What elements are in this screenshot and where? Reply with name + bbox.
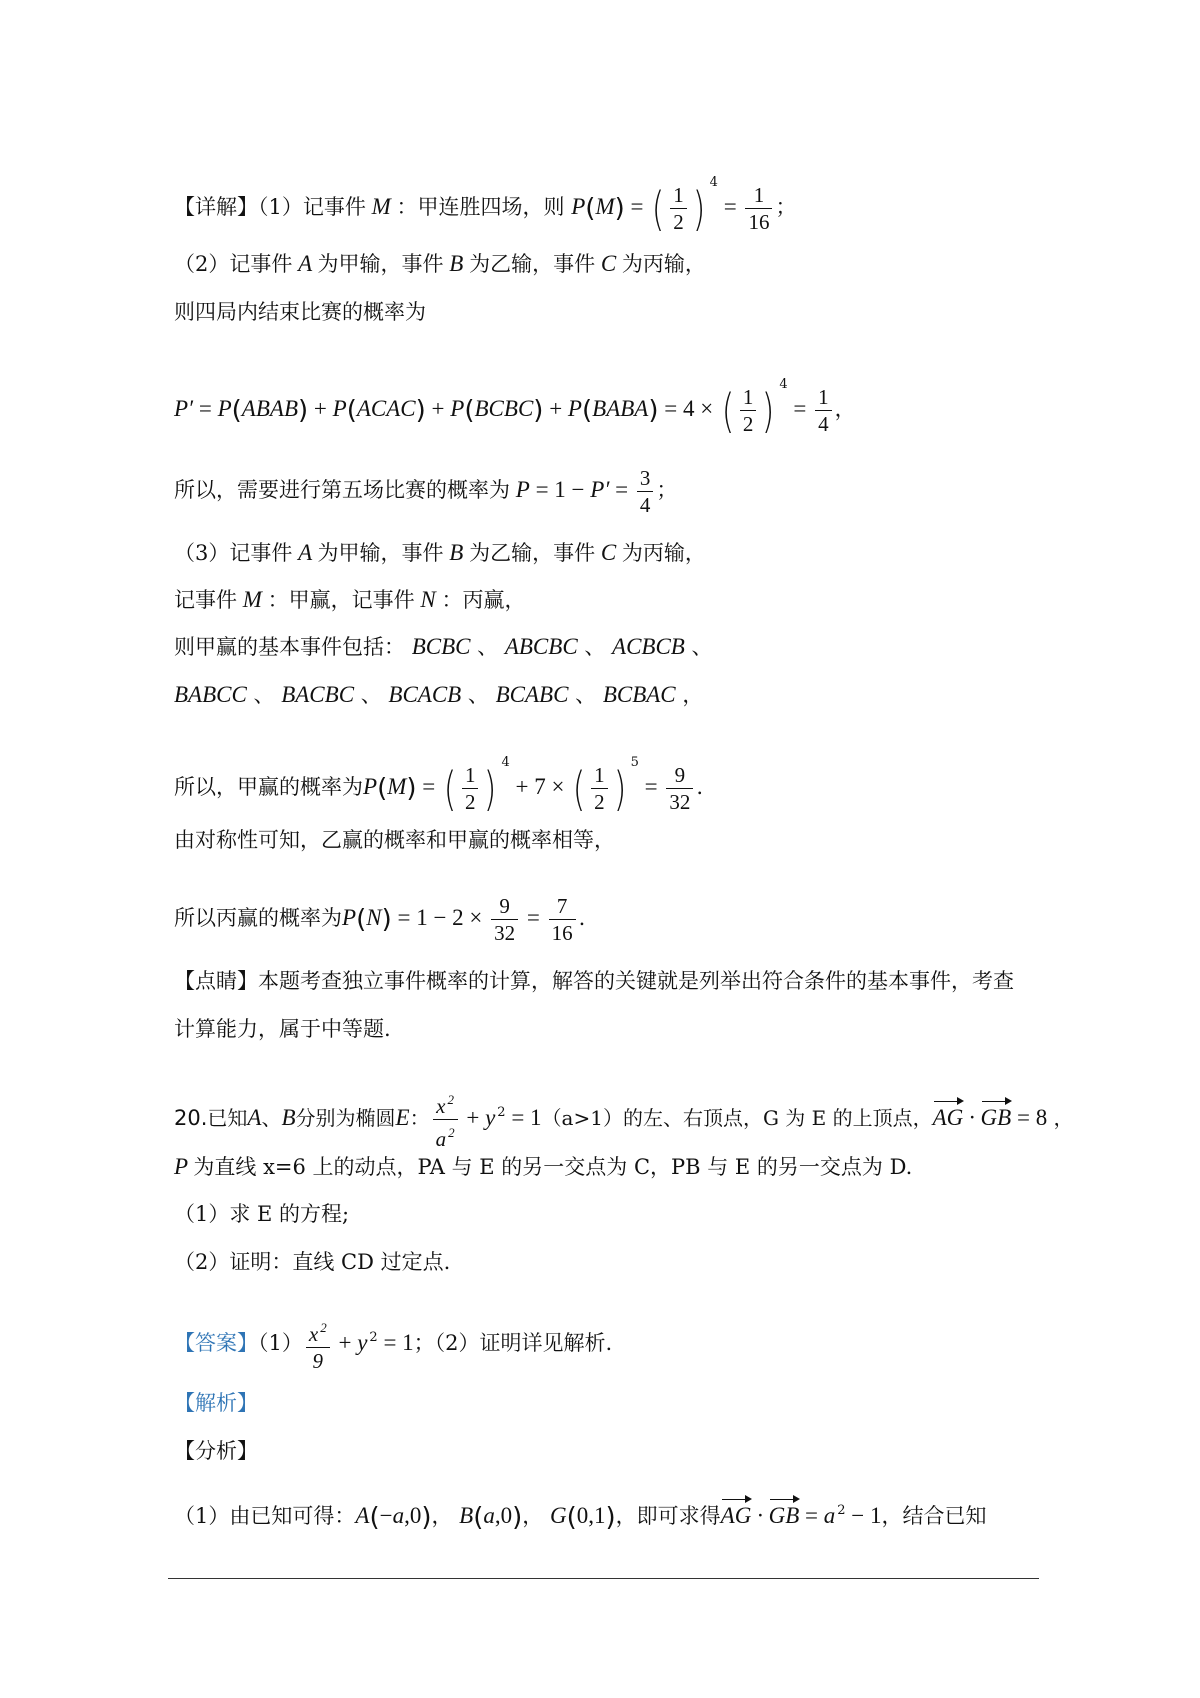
detail-p3-line-1: （3）记事件 A 为甲输，事件 B 为乙输，事件 C 为丙输， <box>174 540 706 565</box>
event-item: BABCC <box>174 682 247 707</box>
footer-divider <box>168 1578 1039 1579</box>
event-item: BCACB <box>388 682 462 707</box>
event-item: BCABC <box>495 682 569 707</box>
detail-p2-line-3: 所以，需要进行第五场比赛的概率为 P = 1 − P′ = $\frac{3}{4}$ ； <box>174 466 678 517</box>
formula-p-prime: P′ = P(ABAB) + P(ACAC) + P(BCBC) + P(BABA) = 4 × ( $\frac{1}{2}$ ) $^4$ = $\frac{1}{4}$ ， <box>174 377 856 438</box>
fenxi-label: 【分析】 <box>174 1439 258 1463</box>
answer-line: 【答案】（1） $\frac{x ^2}{9}$ + y $^2$ = 1；（2）证明详见解析. <box>174 1320 613 1373</box>
answer-label: 【答案】 <box>174 1331 258 1355</box>
event-item: ACBCB <box>612 634 685 659</box>
event-item: BACBC <box>281 682 355 707</box>
detail-p2-line-2: 则四局内结束比赛的概率为 <box>174 300 426 324</box>
comment-line-2: 计算能力，属于中等题. <box>174 1017 391 1041</box>
question-20-sub-1: （1）求 E 的方程; <box>174 1202 350 1226</box>
detail-label: 【详解】 <box>174 195 258 219</box>
question-20-line-1: 20.已知A、B分别为椭圆E： $\frac{x ^2}{a ^2}$ + y $^2$ = 1（a>1）的左、右顶点，G 为 E 的上顶点，AG · GB = 8 ， <box>174 1092 1074 1151</box>
question-number: 20. <box>174 1106 208 1130</box>
formula-p-n: 所以丙赢的概率为P(N) = 1 − 2 × $\frac{9}{32}$ = $\frac{7}{16}$ . <box>174 894 586 945</box>
question-20-line-2: P 为直线 x=6 上的动点，PA 与 E 的另一交点为 C，PB 与 E 的另一交点为 D. <box>174 1154 913 1179</box>
event-item: BCBAC <box>602 682 676 707</box>
event-item: BCBC <box>411 634 471 659</box>
analysis-label: 【解析】 <box>174 1391 258 1415</box>
fenxi-line-1: （1）由已知可得：A(−a,0)， B(a,0)， G(0,1)，即可求得AG · GB = a $^2$ − 1，结合已知 <box>174 1502 987 1533</box>
detail-p2-line-1: （2）记事件 A 为甲输，事件 B 为乙输，事件 C 为丙输， <box>174 251 706 276</box>
detail-p3-line-6: 由对称性可知，乙赢的概率和甲赢的概率相等， <box>174 828 615 852</box>
detail-p3-line-4: BABCC 、 BACBC 、 BCACB 、 BCABC 、 BCBAC ， <box>174 682 704 707</box>
detail-line-1: 【详解】（1）记事件 M ：甲连胜四场，则 P(M) = ( $\frac{1}{2}$ ) $^4$ = $\frac{1}{16}$ ； <box>174 175 797 236</box>
comment-line-1: 【点睛】本题考查独立事件概率的计算，解答的关键就是列举出符合条件的基本事件，考查 <box>174 969 1014 993</box>
detail-p3-line-2: 记事件 M ：甲赢，记事件 N ：丙赢， <box>174 587 526 612</box>
detail-p3-line-3: 则甲赢的基本事件包括： BCBC 、 ABCBC 、 ACBCB 、 <box>174 634 713 659</box>
question-20-sub-2: （2）证明：直线 CD 过定点. <box>174 1250 451 1274</box>
comment-label: 【点睛】 <box>174 969 258 993</box>
event-item: ABCBC <box>504 634 578 659</box>
formula-p-m: 所以，甲赢的概率为P(M) = ( $\frac{1}{2}$ ) $^4$ + 7 × ( $\frac{1}{2}$ ) $^5$ = $\frac{9}{32}$ . <box>174 755 704 816</box>
